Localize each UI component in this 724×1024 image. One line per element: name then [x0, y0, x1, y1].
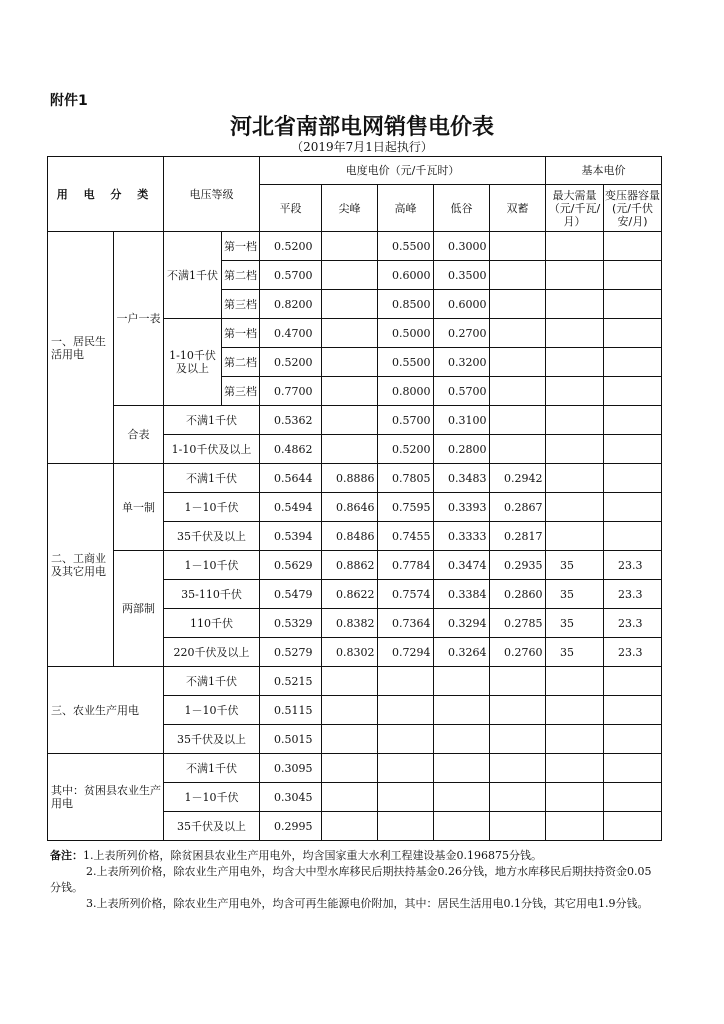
flat-price: 0.7700	[260, 377, 322, 406]
demand-price: 35	[546, 638, 604, 667]
residential-category: 一、居民生活用电	[48, 232, 114, 464]
price-table	[47, 156, 662, 841]
sharp-price: 0.8302	[322, 638, 378, 667]
valley-price: 0.3000	[434, 232, 490, 261]
voltage-label: 1-10千伏及以上	[164, 435, 260, 464]
demand-price	[546, 261, 604, 290]
sharp-price	[322, 667, 378, 696]
voltage-label: 220千伏及以上	[164, 638, 260, 667]
transformer-price	[604, 319, 662, 348]
valley-price: 0.3264	[434, 638, 490, 667]
valley-price: 0.3200	[434, 348, 490, 377]
valley-price: 0.3500	[434, 261, 490, 290]
storage-price: 0.2760	[490, 638, 546, 667]
sharp-price	[322, 406, 378, 435]
demand-price	[546, 522, 604, 551]
valley-price: 0.3294	[434, 609, 490, 638]
voltage-label: 35千伏及以上	[164, 812, 260, 841]
valley-price: 0.3333	[434, 522, 490, 551]
storage-price	[490, 667, 546, 696]
tier-label: 第一档	[222, 319, 260, 348]
demand-price	[546, 290, 604, 319]
storage-price	[490, 435, 546, 464]
per-household-label: 一户一表	[114, 232, 164, 406]
table-row	[48, 754, 662, 783]
valley-price	[434, 754, 490, 783]
transformer-price: 23.3	[604, 638, 662, 667]
peak-price: 0.5500	[378, 232, 434, 261]
valley-price	[434, 783, 490, 812]
demand-price	[546, 464, 604, 493]
demand-price	[546, 783, 604, 812]
page-subtitle: （2019年7月1日起执行）	[291, 140, 433, 154]
transformer-price	[604, 754, 662, 783]
transformer-price	[604, 348, 662, 377]
flat-price: 0.4700	[260, 319, 322, 348]
transformer-price	[604, 464, 662, 493]
sharp-price	[322, 696, 378, 725]
flat-price: 0.5494	[260, 493, 322, 522]
voltage-label: 不满1千伏	[164, 754, 260, 783]
transformer-price	[604, 783, 662, 812]
sharp-price: 0.8862	[322, 551, 378, 580]
flat-price: 0.5394	[260, 522, 322, 551]
flat-price: 0.5015	[260, 725, 322, 754]
sharp-price: 0.8622	[322, 580, 378, 609]
valley-price	[434, 667, 490, 696]
transformer-price	[604, 232, 662, 261]
storage-price	[490, 377, 546, 406]
storage-header: 双蓄	[490, 185, 546, 232]
combined-meter-label: 合表	[114, 406, 164, 464]
demand-price	[546, 754, 604, 783]
sharp-peak-header: 尖峰	[322, 185, 378, 232]
demand-price	[546, 725, 604, 754]
table-row	[48, 551, 662, 580]
valley-header: 低谷	[434, 185, 490, 232]
sharp-price	[322, 435, 378, 464]
storage-price: 0.2817	[490, 522, 546, 551]
transformer-price	[604, 725, 662, 754]
flat-price: 0.5215	[260, 667, 322, 696]
storage-price	[490, 754, 546, 783]
peak-price: 0.7364	[378, 609, 434, 638]
table-row	[48, 232, 662, 261]
energy-price-header: 电度电价（元/千瓦时）	[260, 157, 546, 185]
flat-price: 0.5200	[260, 232, 322, 261]
peak-price	[378, 812, 434, 841]
valley-price: 0.2800	[434, 435, 490, 464]
sharp-price	[322, 725, 378, 754]
sharp-price	[322, 261, 378, 290]
peak-price: 0.5700	[378, 406, 434, 435]
valley-price	[434, 696, 490, 725]
table-row	[48, 464, 662, 493]
two-part-tariff-label: 两部制	[114, 551, 164, 667]
transformer-price: 23.3	[604, 580, 662, 609]
valley-price: 0.5700	[434, 377, 490, 406]
flat-price: 0.3045	[260, 783, 322, 812]
peak-price: 0.6000	[378, 261, 434, 290]
tier-label: 第二档	[222, 348, 260, 377]
peak-price: 0.7784	[378, 551, 434, 580]
flat-price: 0.5629	[260, 551, 322, 580]
table-row	[48, 667, 662, 696]
voltage-label: 不满1千伏	[164, 406, 260, 435]
voltage-label: 1－10千伏	[164, 783, 260, 812]
max-demand-header: 最大需量（元/千瓦/月）	[546, 185, 604, 232]
flat-price: 0.5700	[260, 261, 322, 290]
valley-price: 0.3100	[434, 406, 490, 435]
peak-price: 0.5000	[378, 319, 434, 348]
demand-price	[546, 812, 604, 841]
demand-price	[546, 696, 604, 725]
poverty-county-category: 其中：贫困县农业生产用电	[48, 754, 164, 841]
table-row	[48, 406, 662, 435]
voltage-label: 1－10千伏	[164, 551, 260, 580]
transformer-price	[604, 493, 662, 522]
voltage-label: 不满1千伏	[164, 667, 260, 696]
table-header-row	[48, 157, 662, 185]
transformer-price	[604, 290, 662, 319]
demand-price	[546, 667, 604, 696]
peak-price: 0.7455	[378, 522, 434, 551]
sharp-price	[322, 319, 378, 348]
transformer-price: 23.3	[604, 551, 662, 580]
demand-price	[546, 348, 604, 377]
sharp-price	[322, 348, 378, 377]
valley-price: 0.2700	[434, 319, 490, 348]
flat-price: 0.8200	[260, 290, 322, 319]
flat-price: 0.5200	[260, 348, 322, 377]
demand-price	[546, 377, 604, 406]
storage-price: 0.2935	[490, 551, 546, 580]
valley-price: 0.3474	[434, 551, 490, 580]
notes-section	[50, 848, 662, 912]
peak-price: 0.8500	[378, 290, 434, 319]
peak-price: 0.7805	[378, 464, 434, 493]
note-2: 2.上表所列价格，除农业生产用电外，均含大中型水库移民后期扶持基金0.26分钱，地方水库移民后期扶持资金0.05分钱。	[50, 865, 652, 894]
sharp-price: 0.8486	[322, 522, 378, 551]
storage-price	[490, 290, 546, 319]
flat-price: 0.5115	[260, 696, 322, 725]
category-header: 用 电 分 类	[48, 157, 164, 232]
peak-price	[378, 696, 434, 725]
storage-price	[490, 812, 546, 841]
flat-price: 0.5329	[260, 609, 322, 638]
tier-label: 第二档	[222, 261, 260, 290]
transformer-price	[604, 696, 662, 725]
demand-price	[546, 435, 604, 464]
voltage-label: 1-10千伏及以上	[164, 319, 222, 406]
sharp-price	[322, 377, 378, 406]
transformer-price	[604, 522, 662, 551]
agriculture-category: 三、农业生产用电	[48, 667, 164, 754]
voltage-label: 35千伏及以上	[164, 725, 260, 754]
voltage-label: 35千伏及以上	[164, 522, 260, 551]
demand-price	[546, 493, 604, 522]
single-tariff-label: 单一制	[114, 464, 164, 551]
demand-price: 35	[546, 609, 604, 638]
flat-price: 0.5362	[260, 406, 322, 435]
peak-price: 0.8000	[378, 377, 434, 406]
peak-price	[378, 725, 434, 754]
peak-price: 0.7595	[378, 493, 434, 522]
attachment-label: 附件1	[50, 93, 88, 109]
sharp-price	[322, 812, 378, 841]
storage-price: 0.2942	[490, 464, 546, 493]
valley-price: 0.3393	[434, 493, 490, 522]
flat-price: 0.4862	[260, 435, 322, 464]
peak-price: 0.7294	[378, 638, 434, 667]
peak-price	[378, 754, 434, 783]
valley-price: 0.6000	[434, 290, 490, 319]
voltage-label: 35-110千伏	[164, 580, 260, 609]
voltage-label: 不满1千伏	[164, 232, 222, 319]
notes-label: 备注：	[50, 849, 83, 862]
note-1-text: 1.上表所列价格，除贫困县农业生产用电外，均含国家重大水利工程建设基金0.196875分钱。	[83, 849, 542, 862]
peak-price: 0.5500	[378, 348, 434, 377]
sharp-price: 0.8382	[322, 609, 378, 638]
voltage-label: 110千伏	[164, 609, 260, 638]
peak-price	[378, 783, 434, 812]
peak-price	[378, 667, 434, 696]
demand-price	[546, 406, 604, 435]
transformer-price	[604, 406, 662, 435]
storage-price: 0.2867	[490, 493, 546, 522]
peak-header: 高峰	[378, 185, 434, 232]
storage-price	[490, 725, 546, 754]
tier-label: 第一档	[222, 232, 260, 261]
voltage-label: 不满1千伏	[164, 464, 260, 493]
transformer-price	[604, 667, 662, 696]
storage-price	[490, 406, 546, 435]
tier-label: 第三档	[222, 290, 260, 319]
voltage-label: 1－10千伏	[164, 493, 260, 522]
storage-price	[490, 348, 546, 377]
tier-label: 第三档	[222, 377, 260, 406]
transformer-price	[604, 261, 662, 290]
sharp-price	[322, 783, 378, 812]
voltage-header: 电压等级	[164, 157, 260, 232]
flat-header: 平段	[260, 185, 322, 232]
valley-price: 0.3483	[434, 464, 490, 493]
demand-price: 35	[546, 551, 604, 580]
basic-price-header: 基本电价	[546, 157, 662, 185]
voltage-label: 1－10千伏	[164, 696, 260, 725]
peak-price: 0.5200	[378, 435, 434, 464]
flat-price: 0.3095	[260, 754, 322, 783]
transformer-header: 变压器容量(元/千伏安/月)	[604, 185, 662, 232]
flat-price: 0.5479	[260, 580, 322, 609]
flat-price: 0.2995	[260, 812, 322, 841]
demand-price: 35	[546, 580, 604, 609]
industrial-category: 二、工商业及其它用电	[48, 464, 114, 667]
valley-price	[434, 725, 490, 754]
flat-price: 0.5644	[260, 464, 322, 493]
note-1	[50, 848, 662, 864]
storage-price	[490, 783, 546, 812]
storage-price	[490, 696, 546, 725]
sharp-price: 0.8886	[322, 464, 378, 493]
valley-price	[434, 812, 490, 841]
sharp-price	[322, 754, 378, 783]
flat-price: 0.5279	[260, 638, 322, 667]
page-title: 河北省南部电网销售电价表	[229, 115, 494, 140]
sharp-price: 0.8646	[322, 493, 378, 522]
peak-price: 0.7574	[378, 580, 434, 609]
sharp-price	[322, 232, 378, 261]
storage-price	[490, 232, 546, 261]
note-3: 3.上表所列价格，除农业生产用电外，均含可再生能源电价附加，其中：居民生活用电0.1分钱，其它用电1.9分钱。	[86, 897, 649, 910]
storage-price: 0.2860	[490, 580, 546, 609]
storage-price	[490, 261, 546, 290]
storage-price	[490, 319, 546, 348]
transformer-price	[604, 812, 662, 841]
transformer-price: 23.3	[604, 609, 662, 638]
demand-price	[546, 232, 604, 261]
transformer-price	[604, 377, 662, 406]
sharp-price	[322, 290, 378, 319]
demand-price	[546, 319, 604, 348]
valley-price: 0.3384	[434, 580, 490, 609]
transformer-price	[604, 435, 662, 464]
storage-price: 0.2785	[490, 609, 546, 638]
